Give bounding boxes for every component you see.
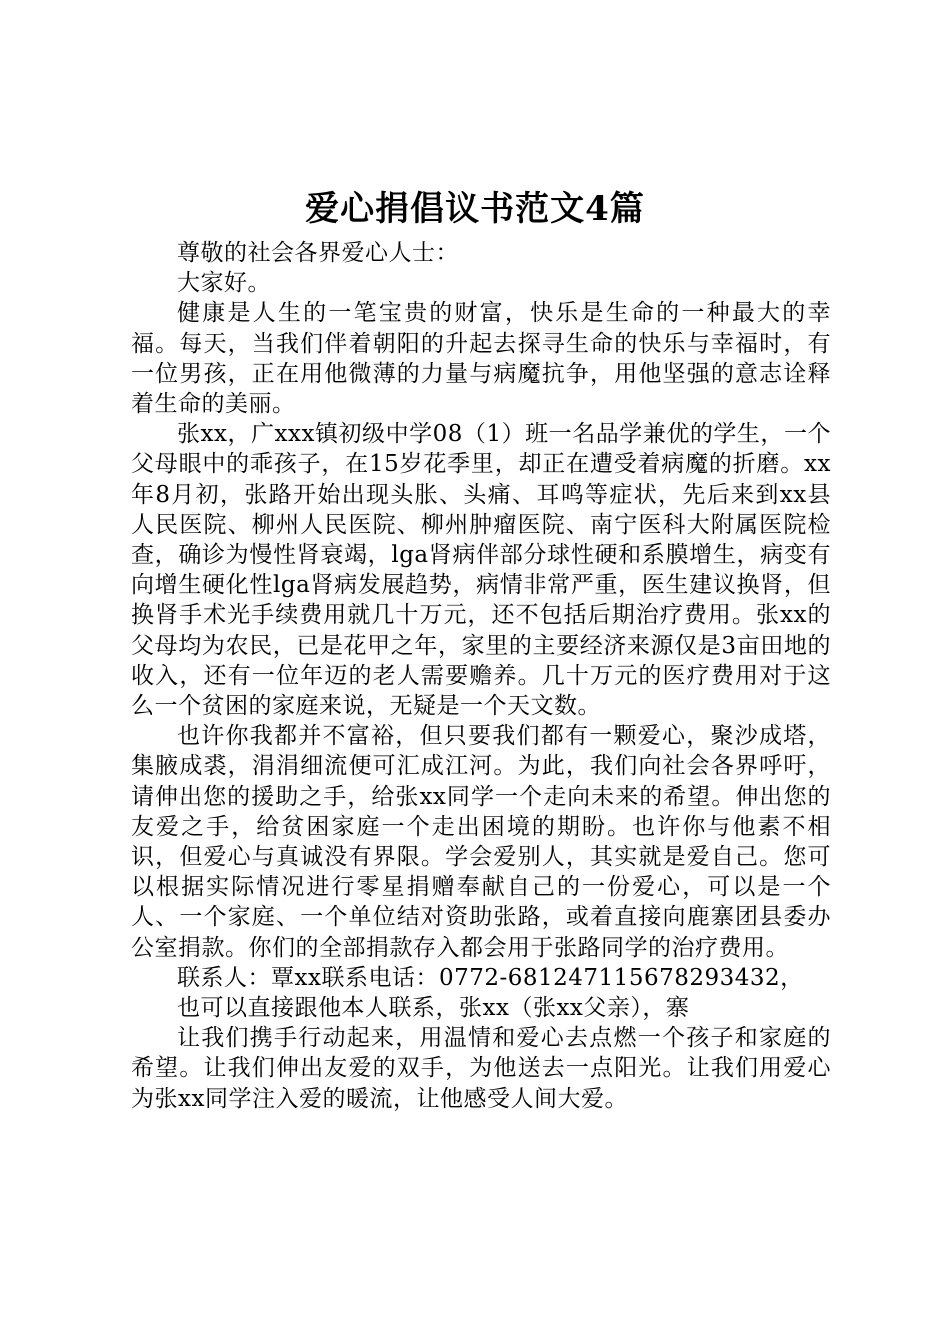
paragraph-appeal: 也许你我都并不富裕，但只要我们都有一颗爱心，聚沙成塔，集腋成裘，涓涓细流便可汇成江河。为此，我们向社会各界呼吁，请伸出您的援助之手，给张xx同学一个走向未来的希望。伸出您的友爱之手，给贫困家庭一个走出困境的期盼。也许你与他素不相识，但爱心与真诚没有界限。学会爱别人，其实就是爱自己。您可以根据实际情况进行零星捐赠奉献自己的一份爱心，可以是一个人、一个家庭、一个单位结对资助张路，或着直接向鹿寨团县委办公室捐款。你们的全部捐款存入都会用于张路同学的治疗费用。 xyxy=(131,723,831,961)
paragraph-closing: 让我们携手行动起来，用温情和爱心去点燃一个孩子和家庭的希望。让我们伸出友爱的双手，为他送去一点阳光。让我们用爱心为张xx同学注入爱的暖流，让他感受人间大爱。 xyxy=(131,1025,831,1112)
contact-line: 联系人：覃xx联系电话：0772-681247115678293432， xyxy=(177,964,804,991)
document-title: 爱心捐倡议书范文4篇 xyxy=(305,189,645,229)
paragraph-intro: 健康是人生的一笔宝贵的财富，快乐是生命的一种最大的幸福。每天，当我们伴着朝阳的升起去探寻生命的快乐与幸福时，有一位男孩，正在用他微薄的力量与病魔抗争，用他坚强的意志诠释着生命的美丽。 xyxy=(131,300,831,418)
document-body xyxy=(131,238,831,1114)
salutation: 尊敬的社会各界爱心人士： xyxy=(177,240,459,266)
greeting: 大家好。 xyxy=(177,270,271,297)
paragraph-story: 张xx，广xxx镇初级中学08（1）班一名品学兼优的学生，一个父母眼中的乖孩子，在15岁花季里，却正在遭受着病魔的折磨。xx年8月初，张路开始出现头胀、头痛、耳鸣等症状，先后来到xx县人民医院、柳州人民医院、柳州肿瘤医院、南宁医科大附属医院检查，确诊为慢性肾衰竭，lga肾病伴部分球性硬和系膜增生，病变有向增生硬化性lga肾病发展趋势，病情非常严重，医生建议换肾，但换肾手术光手续费用就几十万元，还不包括后期治疗费用。张xx的父母均为农民，已是花甲之年，家里的主要经济来源仅是3亩田地的收入，还有一位年迈的老人需要赡养。几十万元的医疗费用对于这么一个贫困的家庭来说，无疑是一个天文数。 xyxy=(131,421,831,720)
contact-direct-line: 也可以直接跟他本人联系，张xx（张xx父亲），寨 xyxy=(177,995,690,1022)
